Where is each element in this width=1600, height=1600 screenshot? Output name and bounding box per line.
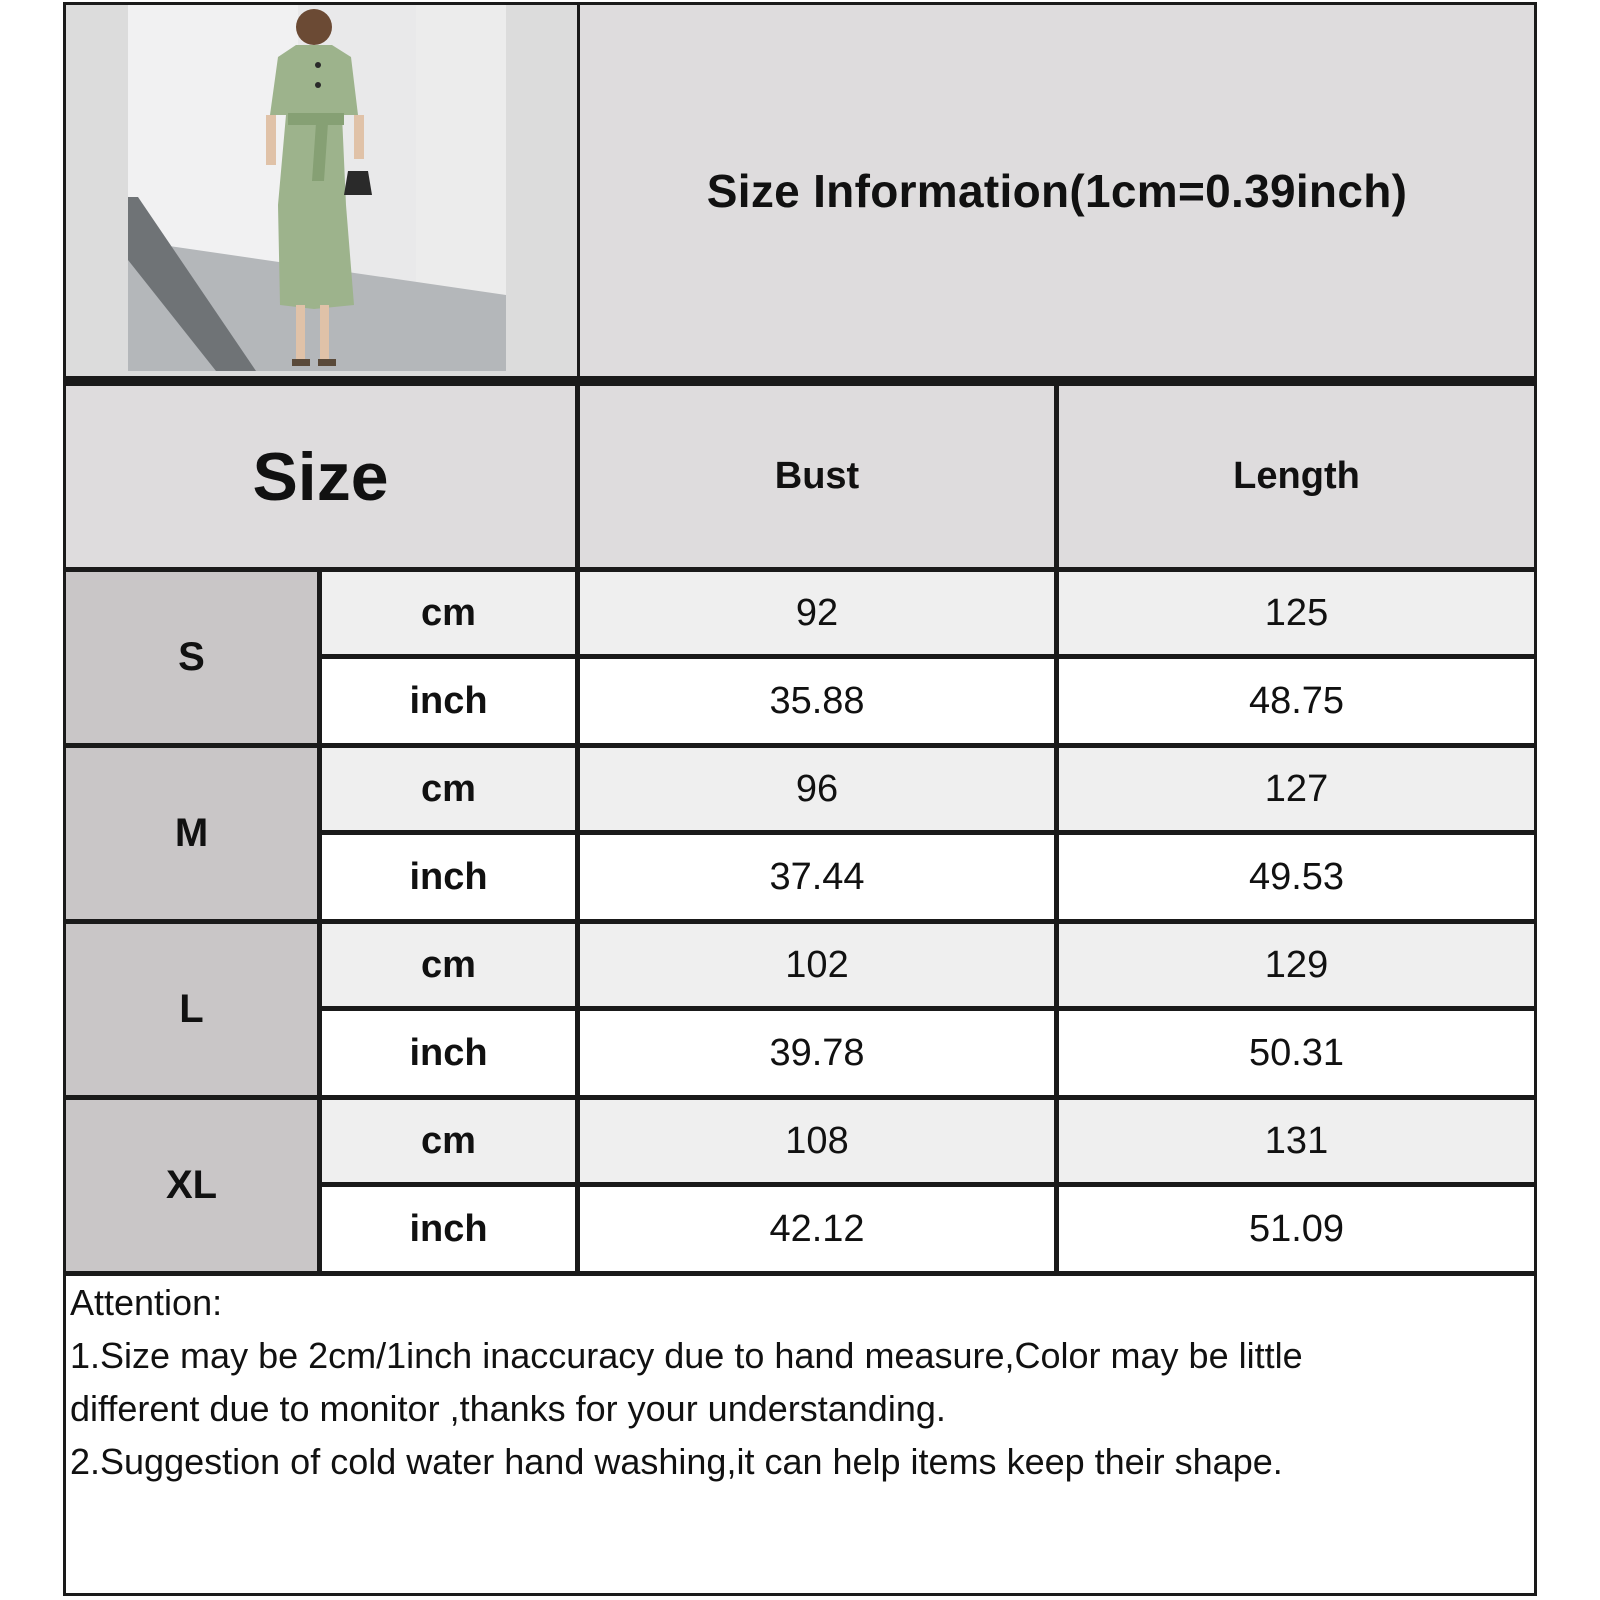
- size-label-s: S: [66, 572, 317, 743]
- length-header: Length: [1059, 386, 1534, 567]
- length-cm-value: 125: [1059, 572, 1534, 654]
- unit-cm: cm: [322, 1100, 575, 1182]
- attention-heading: Attention:: [70, 1282, 223, 1323]
- size-label-m: M: [66, 748, 317, 919]
- length-inch-value: 49.53: [1059, 835, 1534, 919]
- unit-cm: cm: [322, 924, 575, 1006]
- length-cm-value: 129: [1059, 924, 1534, 1006]
- bust-cm-value: 92: [580, 572, 1054, 654]
- attention-notes: [70, 1276, 1530, 1488]
- bust-inch-value: 35.88: [580, 659, 1054, 743]
- unit-inch: inch: [322, 1187, 575, 1271]
- length-cm-value: 127: [1059, 748, 1534, 830]
- size-header: Size: [66, 386, 575, 567]
- unit-inch: inch: [322, 1011, 575, 1095]
- note-line: 1.Size may be 2cm/1inch inaccuracy due to hand measure,Color may be little: [70, 1335, 1303, 1376]
- size-info-title: Size Information(1cm=0.39inch): [706, 164, 1408, 217]
- unit-inch: inch: [322, 659, 575, 743]
- size-label-xl: XL: [66, 1100, 317, 1271]
- size-label-l: L: [66, 924, 317, 1095]
- unit-cm: cm: [322, 572, 575, 654]
- length-inch-value: 48.75: [1059, 659, 1534, 743]
- bust-cm-value: 96: [580, 748, 1054, 830]
- bust-cm-value: 108: [580, 1100, 1054, 1182]
- length-inch-value: 50.31: [1059, 1011, 1534, 1095]
- bust-header: Bust: [580, 386, 1054, 567]
- bust-cm-value: 102: [580, 924, 1054, 1006]
- length-cm-value: 131: [1059, 1100, 1534, 1182]
- unit-inch: inch: [322, 835, 575, 919]
- unit-cm: cm: [322, 748, 575, 830]
- note-line: different due to monitor ,thanks for your understanding.: [70, 1388, 946, 1429]
- bust-inch-value: 37.44: [580, 835, 1054, 919]
- bust-inch-value: 42.12: [580, 1187, 1054, 1271]
- length-inch-value: 51.09: [1059, 1187, 1534, 1271]
- note-line: 2.Suggestion of cold water hand washing,it can help items keep their shape.: [70, 1441, 1283, 1482]
- bust-inch-value: 39.78: [580, 1011, 1054, 1095]
